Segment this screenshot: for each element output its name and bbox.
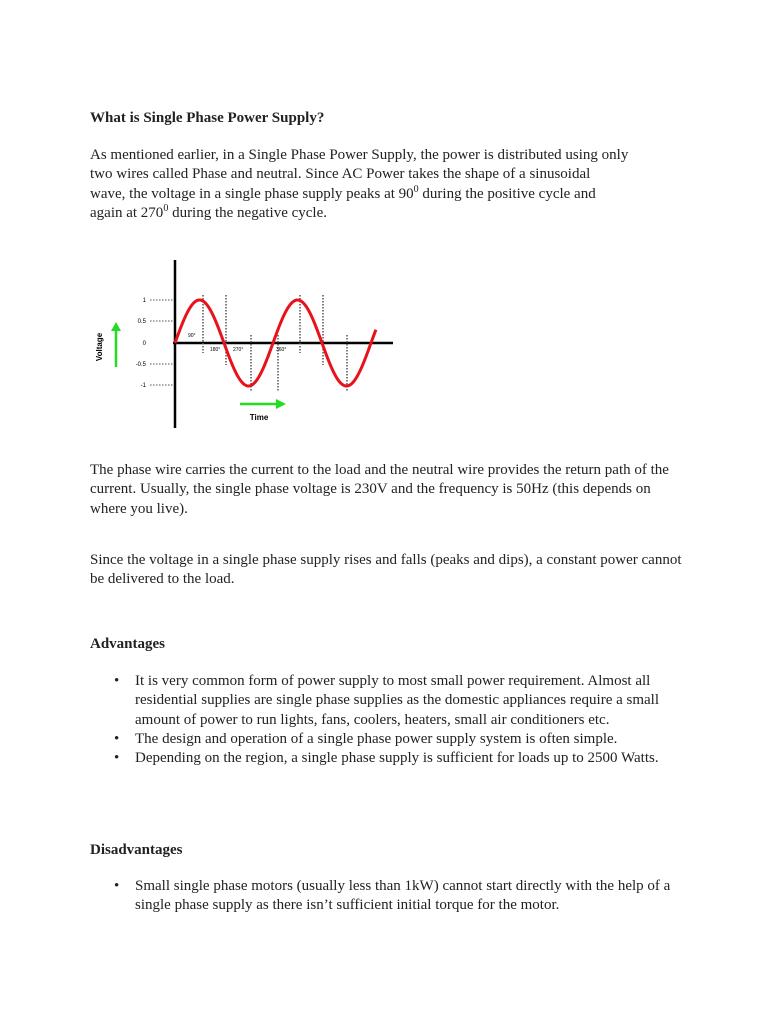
advantages-item (90, 730, 690, 749)
advantages-heading: Advantages (90, 636, 166, 652)
angle-label-270: 270° (233, 347, 244, 353)
y-tick-label: 0.5 (137, 319, 146, 325)
intro-line-4b: during the negative cycle. (168, 204, 327, 221)
degree-superscript: 0 (163, 202, 169, 214)
intro-paragraph (90, 146, 690, 223)
y-tick-label: 0 (142, 341, 146, 347)
disadvantages-heading: Disadvantages (90, 842, 183, 858)
degree-superscript: 0 (413, 183, 419, 195)
angle-label-180: 180° (210, 347, 221, 353)
advantages-item (90, 749, 690, 768)
intro-line-2: two wires called Phase and neutral. Since AC Power takes the shape of a sinusoidal (90, 166, 591, 183)
advantages-item-text: Depending on the region, a single phase supply is sufficient for loads up to 2500 Watts. (135, 750, 659, 767)
disadvantages-item (90, 877, 690, 916)
bullet-icon: • (114, 750, 120, 767)
advantages-item-text: It is very common form of power supply to most small power requirement. Almost all residential supplies are single phase supplies as the domestic appliances require a small amount of power to run lights, fans, coolers, heaters, small air conditioners etc. (135, 673, 660, 728)
intro-line-4a: again at 270 (90, 204, 164, 221)
angle-label-90: 90° (188, 333, 196, 339)
time-axis-label: Time (249, 413, 269, 422)
y-tick-label: 1 (142, 298, 146, 304)
angle-label-360: 360° (276, 347, 287, 353)
y-tick-label: -1 (140, 383, 146, 389)
y-tick-label: -0.5 (135, 362, 146, 368)
bullet-icon: • (114, 730, 120, 747)
voltage-axis-label: Voltage (95, 332, 104, 362)
constant-power-paragraph: Since the voltage in a single phase supply rises and falls (peaks and dips), a constant power cannot be delivered to the load. (90, 552, 682, 588)
voltage-arrow-icon (111, 322, 121, 367)
phase-wire-paragraph: The phase wire carries the current to the load and the neutral wire provides the return path of the current. Usually, the single phase voltage is 230V and the frequency is 50Hz (this depends on where you live). (90, 462, 669, 517)
time-arrow-icon (240, 399, 286, 409)
advantages-list (90, 672, 690, 768)
disadvantages-list (90, 877, 690, 916)
y-tick-guides (150, 300, 174, 385)
bullet-icon: • (114, 673, 120, 689)
bullet-icon: • (114, 878, 120, 894)
intro-line-3a: wave, the voltage in a single phase supply peaks at 90 (90, 185, 414, 202)
section-heading: What is Single Phase Power Supply? (90, 110, 325, 126)
advantages-item (90, 672, 690, 730)
intro-line-3b: during the positive cycle and (418, 185, 596, 202)
intro-line-1: As mentioned earlier, in a Single Phase Power Supply, the power is distributed using only (90, 147, 629, 163)
sine-wave-diagram (90, 255, 410, 435)
disadvantages-item-text: Small single phase motors (usually less than 1kW) cannot start directly with the help of a single phase supply as there isn’t sufficient initial torque for the motor. (135, 878, 671, 914)
advantages-item-text: The design and operation of a single phase power supply system is often simple. (135, 730, 618, 747)
